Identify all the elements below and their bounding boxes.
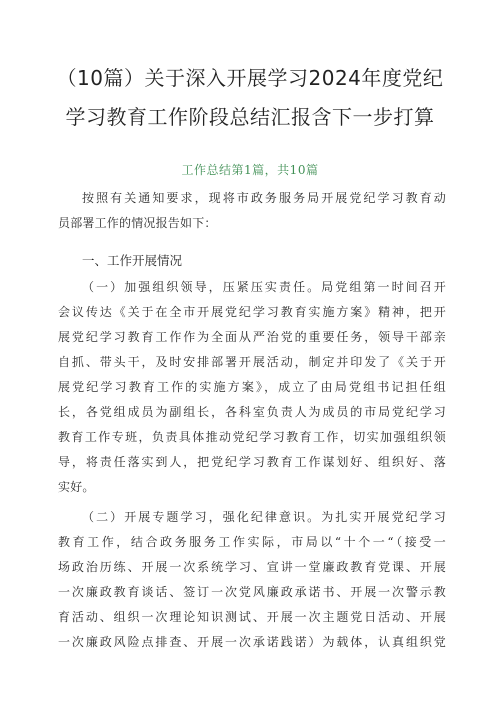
paragraph-line: 一次廉政风险点排查、开展一次承诺践诺）为载体，认真组织党 (58, 635, 446, 649)
paragraph-line: 场政治历练、开展一次系统学习、宣讲一堂廉政教育党课、开展 (58, 560, 446, 574)
document-title-line-2: 学习教育工作阶段总结汇报含下一步打算 (65, 105, 435, 129)
intro-line: 按照有关通知要求，现将市政务服务局开展党纪学习教育动 (82, 191, 446, 205)
document-title-line-1: （10篇）关于深入开展学习2024年度党纪 (56, 66, 444, 90)
paragraph-line: 教育工作专班，负责具体推动党纪学习教育工作，切实加强组织领 (58, 430, 446, 444)
paragraph-line: （二）开展专题学习，强化纪律意识。为扎实开展党纪学习 (82, 510, 446, 524)
paragraph-line: 展党纪学习教育工作的实施方案》，成立了由局党组书记担任组 (58, 380, 446, 394)
paragraph-line: 育活动、组织一次理论知识测试、开展一次主题党日活动、开展 (58, 610, 446, 624)
intro-line: 员部署工作的情况报告如下： (58, 216, 217, 230)
paragraph-line: （一）加强组织领导，压紧压实责任。局党组第一时间召开 (82, 280, 446, 294)
paragraph-line: 长，各党组成员为副组长，各科室负责人为成员的市局党纪学习 (58, 405, 446, 419)
paragraph-line: 展党纪学习教育工作作为全面从严治党的重要任务，领导干部亲 (58, 330, 446, 344)
paragraph-line: 一次廉政教育谈话、签订一次党风廉政承诺书、开展一次警示教 (58, 585, 446, 599)
paragraph-line: 导，将责任落实到人，把党纪学习教育工作谋划好、组织好、落 (58, 455, 446, 469)
paragraph-line: 会议传达《关于在全市开展党纪学习教育实施方案》精神，把开 (58, 305, 446, 319)
section-heading: 一、工作开展情况 (82, 253, 183, 268)
paragraph-line: 教育工作，结合政务服务工作实际，市局以“十个一“（接受一 (58, 535, 446, 549)
paragraph-line: 自抓、带头干，及时安排部署开展活动，制定并印发了《关于开 (58, 355, 446, 369)
document-subtitle: 工作总结第1篇，共10篇 (181, 163, 319, 177)
paragraph-line: 实好。 (58, 480, 95, 494)
